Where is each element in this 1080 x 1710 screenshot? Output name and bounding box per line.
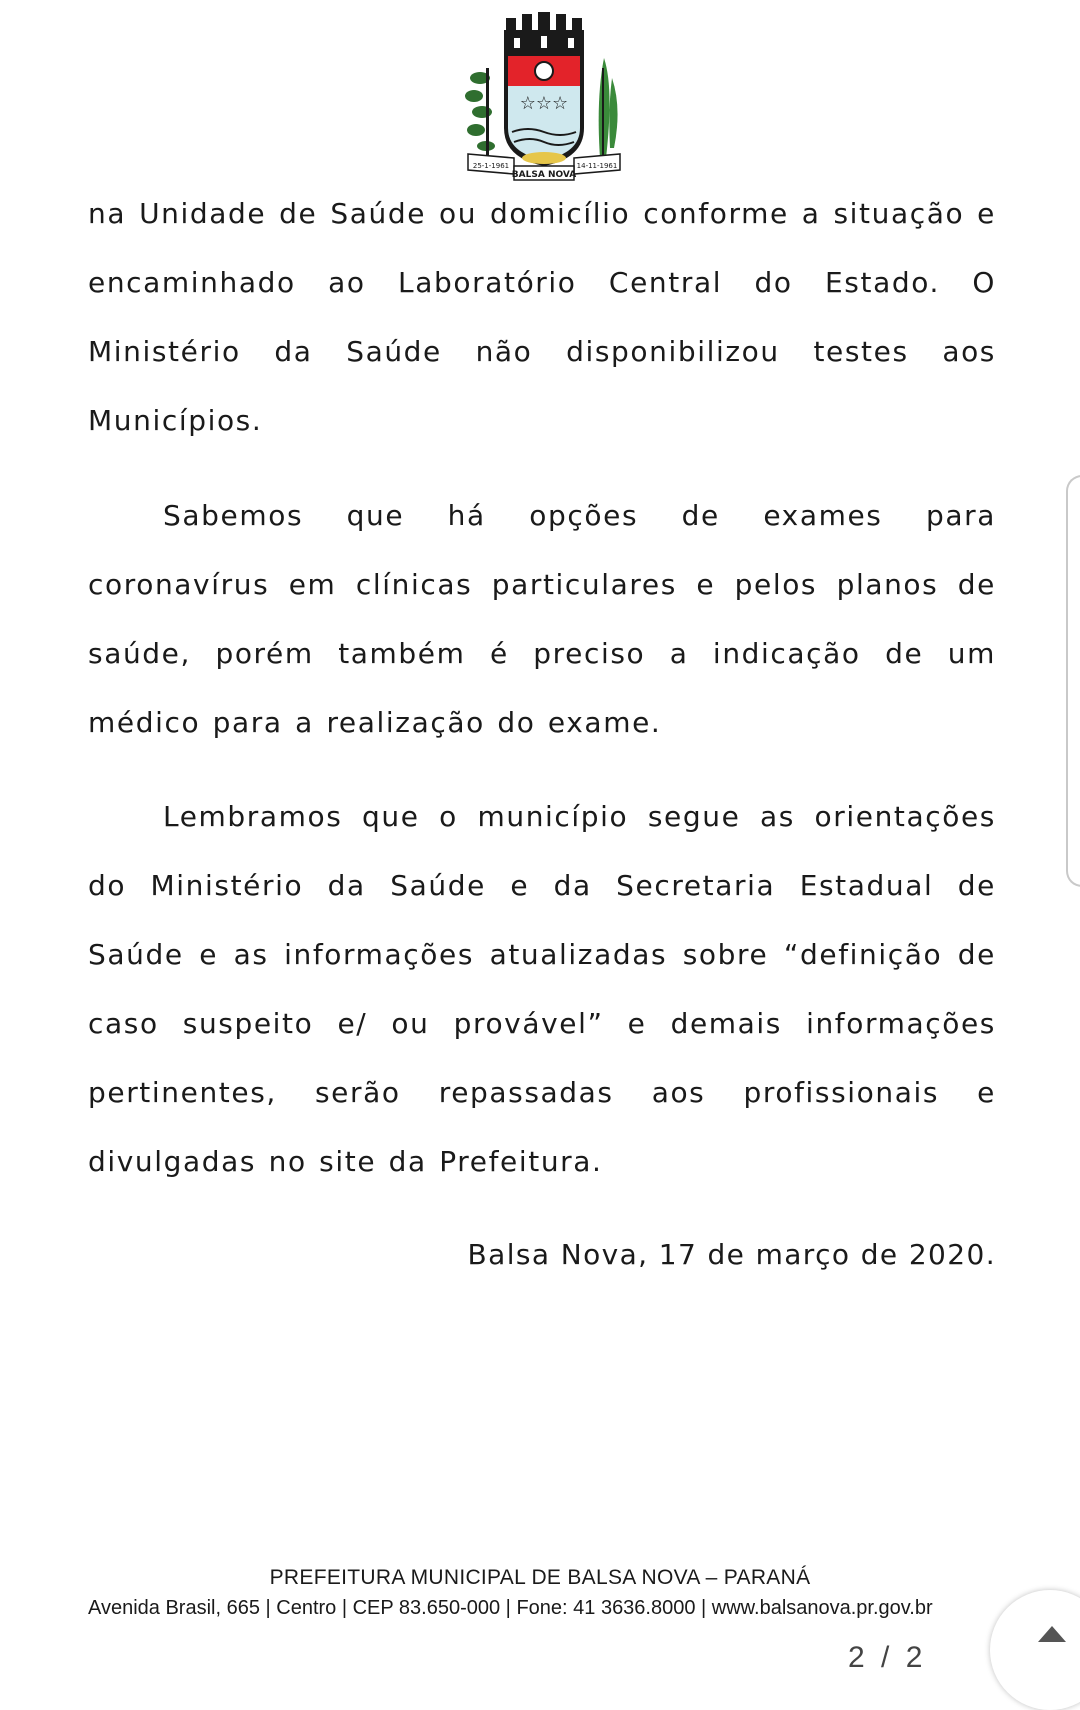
paragraph-3-text: Lembramos que o município segue as orientações do Ministério da Saúde e da Secretaria Estadual de Saúde e as informações atualizadas sobre “definição de caso suspeito e/ ou provável” e demais informações pertinentes, serão repassadas aos profissionais e divulgadas no site da Prefeitura. — [88, 800, 996, 1178]
coat-of-arms-logo — [464, 8, 624, 188]
crest-date-right: 14-11-1961 — [576, 162, 618, 170]
svg-text:☆☆☆: ☆☆☆ — [519, 93, 569, 114]
crest-banner-text: BALSA NOVA — [511, 170, 577, 180]
banner-ribbon — [468, 152, 620, 180]
corn-right-icon — [599, 58, 618, 158]
paragraph-1-text: na Unidade de Saúde ou domicílio conforme a situação e encaminhado ao Laboratório Central do Estado. O Ministério da Saúde não disponibilizou testes aos Municípios. — [88, 197, 996, 437]
scrollbar-handle[interactable] — [1066, 475, 1080, 887]
paragraph-2 — [88, 481, 996, 757]
footer-address: Avenida Brasil, 665 | Centro | CEP 83.650-000 | Fone: 41 3636.8000 | www.balsanova.pr.gov.br — [88, 1597, 933, 1619]
branch-left-icon — [465, 68, 495, 158]
arrow-up-icon — [1038, 1626, 1066, 1642]
date-signoff: Balsa Nova, 17 de março de 2020. — [467, 1238, 996, 1271]
page-indicator: 2 / 2 — [848, 1641, 927, 1674]
crest-date-left: 25-1-1961 — [472, 162, 510, 170]
paragraph-2-text: Sabemos que há opções de exames para coronavírus em clínicas particulares e pelos planos de saúde, porém também é preciso a indicação de um médico para a realização do exame. — [88, 499, 996, 739]
footer-title: PREFEITURA MUNICIPAL DE BALSA NOVA – PARANÁ — [269, 1566, 811, 1589]
paragraph-3 — [88, 782, 996, 1196]
shield-icon — [504, 52, 584, 166]
mural-crown-icon — [504, 12, 584, 52]
paragraph-1 — [88, 179, 996, 455]
